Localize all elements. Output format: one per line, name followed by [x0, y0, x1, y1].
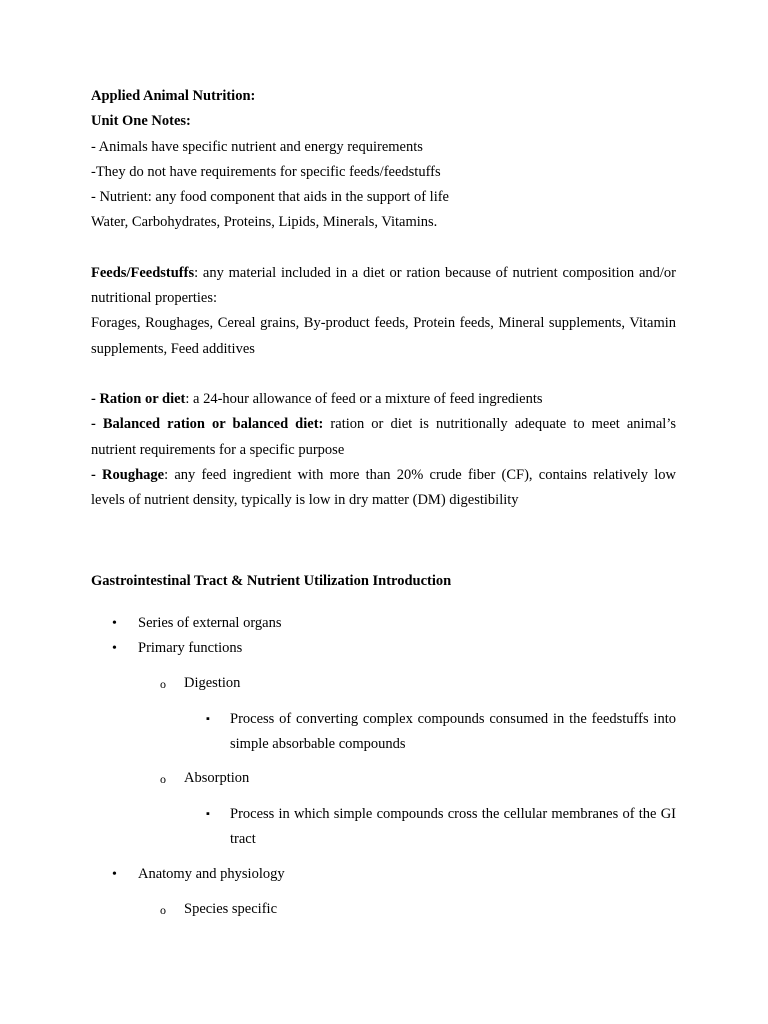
definition-ration: - Ration or diet: a 24-hour allowance of feed or a mixture of feed ingredients — [91, 390, 543, 407]
definition-roughage: - Roughage: any feed ingredient with more than 20% crude fiber (CF), contains relatively low levels of nutrient density, typically is low in dry matter (DM) digestibility — [91, 466, 676, 509]
subsub-bullet-marker: ▪ — [206, 713, 210, 725]
document-subtitle: Unit One Notes: — [91, 113, 191, 130]
bullet-marker: • — [112, 616, 117, 631]
note-line: - Nutrient: any food component that aids in the support of life — [91, 189, 449, 206]
sub-bullet-marker: o — [160, 772, 166, 786]
note-line: -They do not have requirements for specific feeds/feedstuffs — [91, 163, 441, 180]
note-line: Water, Carbohydrates, Proteins, Lipids, Minerals, Vitamins. — [91, 214, 438, 231]
feeds-definition — [91, 261, 676, 312]
list-item: Anatomy and physiology — [138, 866, 285, 882]
feeds-examples: Forages, Roughages, Cereal grains, By-product feeds, Protein feeds, Mineral supplements, Vitamin supplements, Feed additives — [91, 315, 676, 357]
list-item: Series of external organs — [138, 615, 282, 631]
list-item: Digestion — [184, 675, 241, 691]
bullet-marker: • — [112, 641, 117, 656]
list-item: Species specific — [184, 901, 278, 917]
note-line: - Animals have specific nutrient and energy requirements — [91, 138, 423, 155]
feeds-definition-text: : any material included in a diet or ration because of nutrient composition and/or nutritional properties: — [91, 264, 676, 307]
list-item: Process of converting complex compounds consumed in the feedstuffs into simple absorbable compounds — [230, 711, 676, 753]
sub-bullet-marker: o — [160, 903, 166, 917]
subsub-bullet-marker: ▪ — [206, 808, 210, 820]
document-body — [91, 84, 676, 513]
section-heading: Gastrointestinal Tract & Nutrient Utilization Introduction — [91, 573, 452, 589]
bullet-marker: • — [112, 867, 117, 882]
document-title: Applied Animal Nutrition: — [91, 88, 256, 104]
list-item: Absorption — [184, 770, 250, 786]
feeds-term: Feeds/Feedstuffs — [91, 264, 195, 281]
list-item: Primary functions — [138, 640, 243, 656]
list-item: Process in which simple compounds cross the cellular membranes of the GI tract — [230, 806, 676, 848]
sub-bullet-marker: o — [160, 677, 166, 691]
definition-balanced-ration: - Balanced ration or balanced diet: ration or diet is nutritionally adequate to meet animal’s nutrient requirements for a specific purpose — [91, 416, 676, 458]
